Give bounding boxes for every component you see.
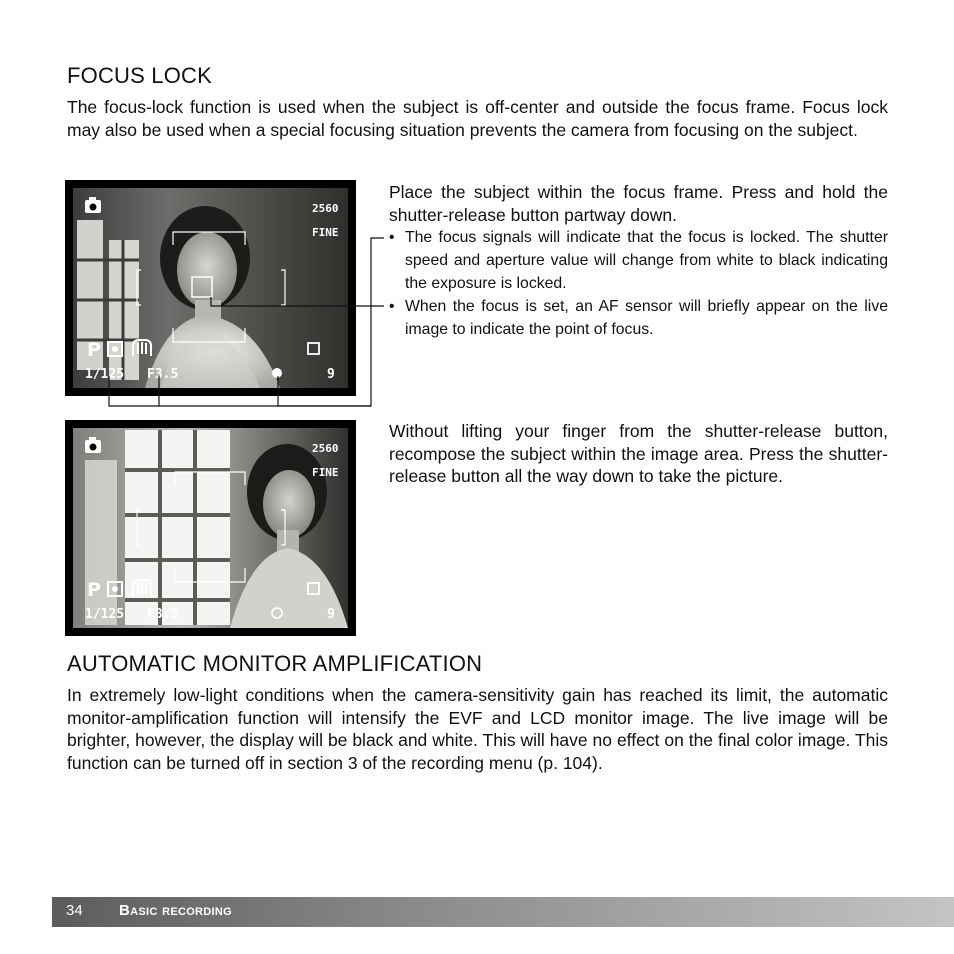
- bullet-af-sensor: • When the focus is set, an AF sensor will briefly appear on the live image to indicate the point of focus.: [389, 295, 888, 341]
- aperture-value: F3.5: [147, 367, 179, 382]
- focus-lock-intro: The focus-lock function is used when the subject is off-center and outside the focus frame. Focus lock may also be used when a special focusing situation prevents the camera from focusing on the subject.: [67, 97, 888, 140]
- shutter-speed: 1/125: [85, 607, 125, 622]
- quality-readout: FINE: [312, 226, 339, 239]
- page-number: 34: [66, 902, 83, 919]
- aperture-value: F3.5: [147, 607, 179, 622]
- step1-text: Place the subject within the focus frame. Press and hold the shutter-release button partway down.: [389, 182, 888, 225]
- footer-section-name: Basic recording: [119, 902, 233, 919]
- exposure-mode: P: [87, 339, 101, 361]
- step2-text: Without lifting your finger from the shutter-release button, recompose the subject within the image area. Press the shutter-release button all the way down to take the picture.: [389, 421, 888, 486]
- lcd-screenshot-recomposed: [65, 420, 356, 636]
- section-heading-focus-lock: FOCUS LOCK: [67, 63, 213, 88]
- step1-bullets: [389, 226, 888, 341]
- image-size-readout: 2560: [312, 442, 339, 455]
- quality-readout: FINE: [312, 466, 339, 479]
- exposure-mode: P: [87, 579, 101, 601]
- section-heading-monitor-amplification: AUTOMATIC MONITOR AMPLIFICATION: [67, 651, 483, 676]
- frame-counter: 9: [327, 607, 335, 622]
- image-size-readout: 2560: [312, 202, 339, 215]
- shutter-speed: 1/125: [85, 367, 125, 382]
- monitor-amplification-body: In extremely low-light conditions when the camera-sensitivity gain has reached its limit, the automatic monitor-amplification function will intensify the EVF and LCD monitor image. The live image will be brighter, however, the display will be black and white. This will have no effect on the final color image. This function can be turned off in section 3 of the recording menu (p. 104).: [67, 685, 888, 773]
- bullet-focus-signals: • The focus signals will indicate that the focus is locked. The shutter speed and aperture value will change from white to black indicating the exposure is locked.: [389, 226, 888, 295]
- frame-counter: 9: [327, 367, 335, 382]
